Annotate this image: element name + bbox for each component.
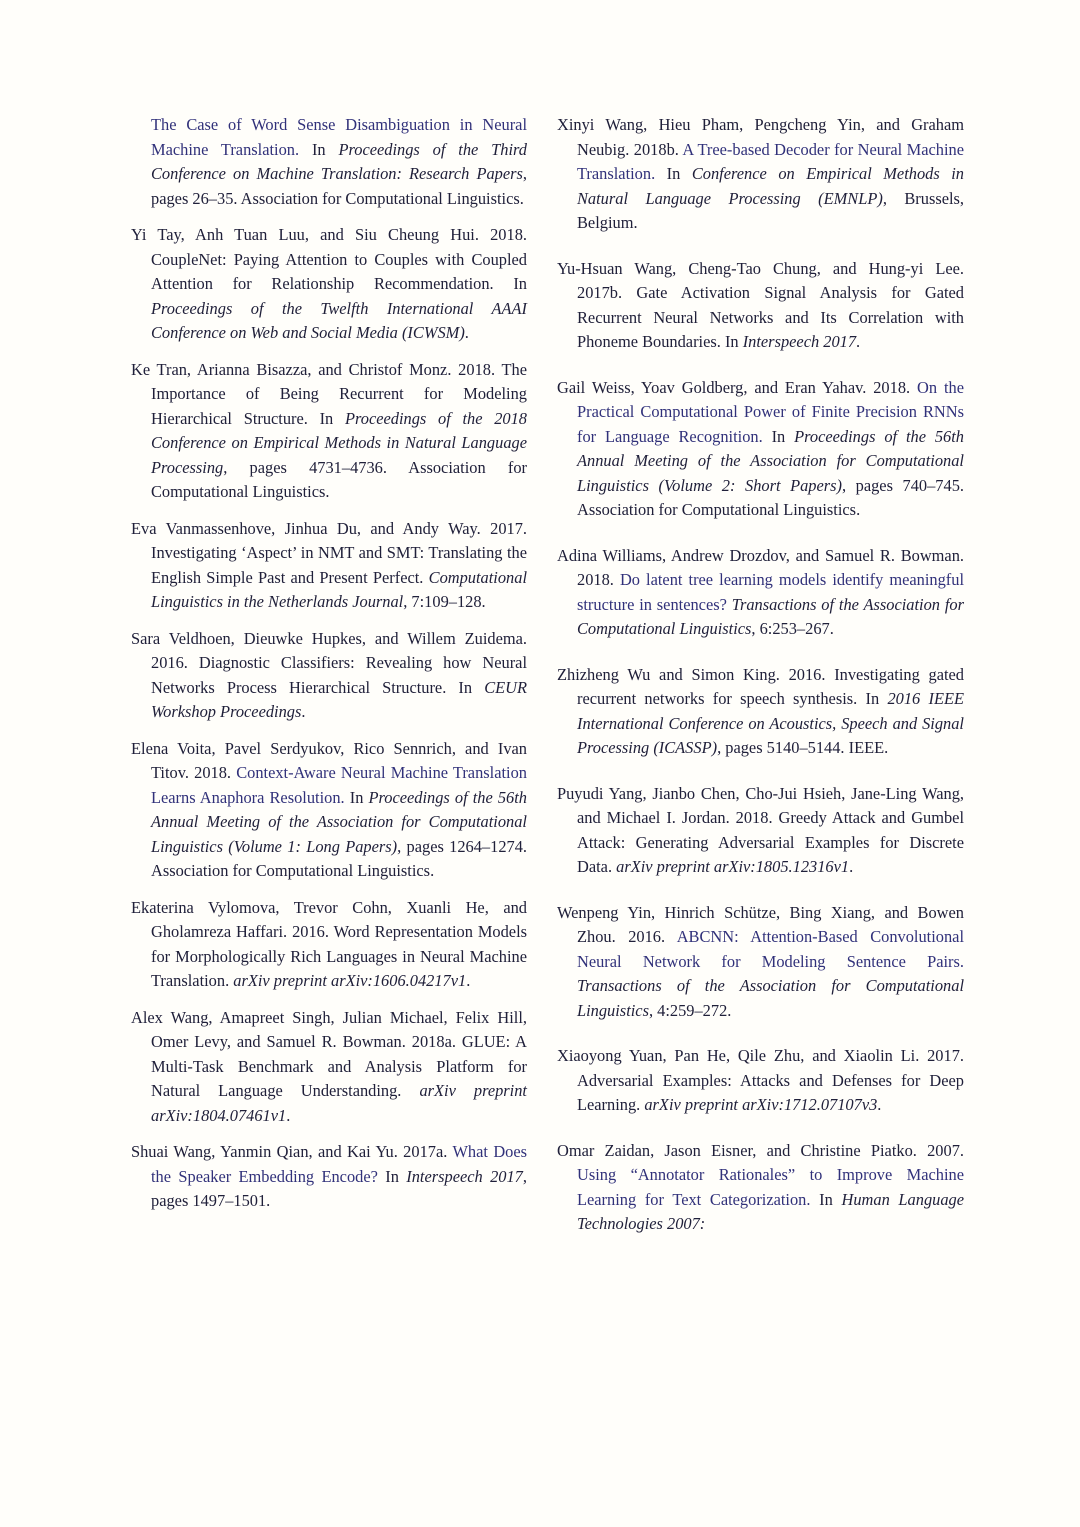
reference-text: In — [810, 1189, 842, 1209]
reference-venue-italic: arXiv preprint arXiv:1606.04217v1 — [233, 971, 467, 990]
reference-venue-italic: arXiv preprint arXiv:1712.07107v3 — [644, 1095, 878, 1114]
reference-entry — [131, 896, 527, 994]
reference-text: . — [466, 971, 471, 990]
reference-text: Gail Weiss, Yoav Goldberg, and Eran Yahav. 2018. — [557, 377, 918, 397]
reference-entry — [557, 1044, 964, 1118]
reference-entry — [131, 627, 527, 725]
reference-entry — [557, 1139, 964, 1237]
reference-text: , pages 1497–1501. — [151, 1166, 527, 1210]
reference-text: In — [344, 787, 369, 807]
reference-text: In — [377, 1166, 407, 1186]
reference-text: Eva Vanmassenhove, Jinhua Du, and Andy Way. 2017. Investigating ‘Aspect’ in NMT and SMT: Translating the English Simple Past and Present Perfect. — [131, 518, 527, 587]
reference-text: , pages 740–745. Association for Computational Linguistics. — [577, 475, 964, 519]
reference-entry — [131, 737, 527, 884]
reference-venue-italic: Proceedings of the 56th Annual Meeting of the Association for Computational Linguistics (Volume 1: Long Papers) — [151, 787, 527, 856]
reference-text: . — [856, 332, 861, 351]
reference-entry — [557, 663, 964, 761]
reference-venue-italic: Interspeech 2017 — [742, 332, 857, 351]
reference-text: Alex Wang, Amapreet Singh, Julian Michael, Felix Hill, Omer Levy, and Samuel R. Bowman. 2018a. GLUE: A Multi-Task Benchmark and Analysis Platform for Natural Language Understanding. — [131, 1007, 527, 1100]
reference-title-link[interactable]: Context-Aware Neural Machine Translation Learns Anaphora Resolution. — [151, 763, 527, 807]
reference-venue-italic: Proceedings of the Third Conference on Machine Translation: Research Papers — [151, 139, 528, 183]
reference-title-link[interactable]: Using “Annotator Rationales” to Improve Machine Learning for Text Categorization. — [577, 1165, 964, 1209]
reference-entry — [131, 113, 527, 211]
reference-venue-italic: Transactions of the Association for Computational Linguistics — [577, 594, 964, 638]
reference-entry — [557, 901, 964, 1024]
reference-text: Wenpeng Yin, Hinrich Schütze, Bing Xiang, and Bowen Zhou. 2016. — [557, 902, 964, 946]
reference-text: Puyudi Yang, Jianbo Chen, Cho-Jui Hsieh, Jane-Ling Wang, and Michael I. Jordan. 2018. Greedy Attack and Gumbel Attack: Generating Adversarial Examples for Discrete Data. — [557, 783, 964, 876]
reference-text: . — [464, 323, 469, 342]
reference-text: Zhizheng Wu and Simon King. 2016. Investigating gated recurrent networks for speech synthesis. In — [557, 664, 964, 708]
reference-text: Ekaterina Vylomova, Trevor Cohn, Xuanli He, and Gholamreza Haffari. 2016. Word Representation Models for Morphologically Rich Languages in Neural Machine Translation. — [131, 897, 527, 990]
reference-venue-italic: arXiv preprint arXiv:1805.12316v1 — [616, 857, 850, 876]
reference-text: . — [877, 1095, 882, 1114]
reference-title-link[interactable]: ABCNN: Attention-Based Convolutional Neural Network for Modeling Sentence Pairs. — [577, 927, 964, 971]
reference-text: Xiaoyong Yuan, Pan He, Qile Zhu, and Xiaolin Li. 2017. Adversarial Examples: Attacks and Defenses for Deep Learning. — [557, 1046, 964, 1114]
references-right-column — [557, 113, 964, 1237]
reference-text: In — [762, 426, 795, 446]
reference-entry — [131, 517, 527, 615]
reference-entry — [557, 257, 964, 355]
reference-entry — [557, 544, 964, 642]
reference-venue-italic: Interspeech 2017 — [406, 1166, 523, 1186]
reference-venue-italic: Proceedings of the 56th Annual Meeting of the Association for Computational Linguistics (Volume 2: Short Papers) — [577, 426, 964, 495]
reference-venue-italic: Transactions of the Association for Computational Linguistics — [577, 976, 964, 1020]
reference-text: , 6:253–267. — [751, 619, 834, 638]
reference-title-link[interactable]: The Case of Word Sense Disambiguation in Neural Machine Translation. — [151, 115, 527, 159]
reference-title-link[interactable]: What Does the Speaker Embedding Encode? — [151, 1142, 527, 1186]
reference-text: , pages 26–35. Association for Computational Linguistics. — [151, 164, 527, 208]
reference-entry — [131, 1006, 527, 1129]
reference-entry — [557, 376, 964, 523]
reference-text: . — [286, 1105, 291, 1125]
reference-title-link[interactable]: Do latent tree learning models identify meaningful structure in sentences? — [577, 570, 965, 614]
reference-text: . — [301, 702, 306, 721]
reference-text: In — [299, 139, 339, 159]
reference-text: , pages 1264–1274. Association for Computational Linguistics. — [151, 836, 528, 880]
reference-text: Sara Veldhoen, Dieuwke Hupkes, and Willem Zuidema. 2016. Diagnostic Classifiers: Revealing how Neural Networks Process Hierarchical Structure. In — [131, 628, 527, 697]
reference-venue-italic: Human Language Technologies 2007: — [577, 1189, 964, 1233]
reference-text: , pages 5140–5144. IEEE. — [717, 738, 889, 757]
reference-text: In — [655, 164, 692, 183]
reference-venue-italic: arXiv preprint arXiv:1804.07461v1 — [151, 1081, 527, 1125]
reference-venue-italic: CEUR Workshop Proceedings — [151, 677, 527, 721]
reference-entry — [131, 358, 527, 505]
reference-entry — [557, 782, 964, 880]
reference-text: Ke Tran, Arianna Bisazza, and Christof Monz. 2018. The Importance of Being Recurrent for Modeling Hierarchical Structure. In — [131, 359, 527, 428]
reference-text: Yi Tay, Anh Tuan Luu, and Siu Cheung Hui. 2018. CoupleNet: Paying Attention to Couples with Coupled Attention for Relationship Recommendation. In — [131, 225, 527, 293]
reference-text: Omar Zaidan, Jason Eisner, and Christine Piatko. 2007. — [557, 1140, 964, 1160]
reference-text: Shuai Wang, Yanmin Qian, and Kai Yu. 2017a. — [131, 1142, 453, 1161]
reference-venue-italic: Proceedings of the Twelfth International AAAI Conference on Web and Social Media (ICWSM) — [151, 298, 527, 342]
reference-entry — [557, 113, 964, 236]
reference-title-link[interactable]: A Tree-based Decoder for Neural Machine Translation. — [577, 139, 965, 183]
reference-venue-italic: 2016 IEEE International Conference on Acoustics, Speech and Signal Processing (ICASSP) — [577, 689, 964, 757]
reference-text: , 7:109–128. — [403, 592, 486, 611]
reference-entry — [131, 223, 527, 346]
reference-entry — [131, 1140, 527, 1214]
reference-text: . — [849, 857, 854, 876]
references-columns — [131, 113, 964, 1237]
references-left-column — [131, 113, 527, 1237]
reference-venue-italic: Computational Linguistics in the Netherlands Journal — [151, 567, 527, 611]
reference-text: Adina Williams, Andrew Drozdov, and Samuel R. Bowman. 2018. — [557, 545, 964, 589]
reference-title-link[interactable]: On the Practical Computational Power of Finite Precision RNNs for Language Recognition. — [577, 377, 964, 446]
reference-text: Xinyi Wang, Hieu Pham, Pengcheng Yin, and Graham Neubig. 2018b. — [557, 115, 964, 159]
reference-text: , 4:259–272. — [648, 1000, 732, 1020]
reference-text: , Brussels, Belgium. — [577, 188, 965, 232]
reference-venue-italic: Conference on Empirical Methods in Natural Language Processing (EMNLP) — [577, 164, 964, 208]
reference-text: Elena Voita, Pavel Serdyukov, Rico Sennrich, and Ivan Titov. 2018. — [131, 738, 527, 782]
reference-text: Yu-Hsuan Wang, Cheng-Tao Chung, and Hung-yi Lee. 2017b. Gate Activation Signal Analysis for Gated Recurrent Neural Networks and Its Correlation with Phoneme Boundaries. In — [557, 258, 964, 351]
reference-venue-italic: Proceedings of the 2018 Conference on Empirical Methods in Natural Language Processing — [151, 408, 527, 477]
reference-text: , pages 4731–4736. Association for Computational Linguistics. — [151, 457, 527, 501]
